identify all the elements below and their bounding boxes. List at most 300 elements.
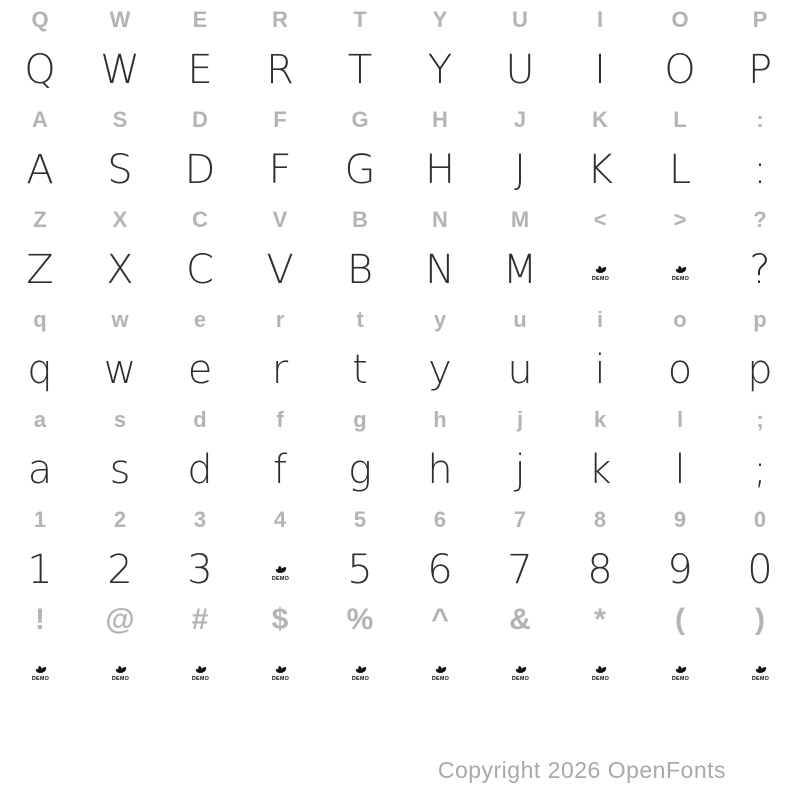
glyph-cell — [400, 545, 480, 595]
glyph-cell — [320, 0, 400, 45]
glyph-char: 8 — [587, 547, 613, 593]
glyph-cell — [0, 345, 80, 395]
glyph-cell — [480, 645, 560, 695]
glyph-cell — [0, 0, 80, 45]
glyph-char: k — [593, 407, 607, 432]
glyph-char: F — [273, 107, 287, 132]
demo-label: DEMO — [671, 275, 689, 281]
glyph-cell — [640, 595, 720, 645]
glyph-cell — [720, 545, 800, 595]
demo-placeholder-glyph — [270, 560, 291, 581]
glyph-char: 3 — [187, 547, 213, 593]
glyph-char: B — [346, 247, 374, 293]
glyph-cell — [640, 0, 720, 45]
glyph-char: y — [428, 347, 452, 393]
glyph-cell — [720, 45, 800, 95]
glyph-char: E — [187, 47, 213, 93]
demo-placeholder-glyph — [750, 660, 771, 681]
glyph-row-small-0 — [0, 0, 800, 45]
glyph-char: w — [111, 307, 129, 332]
glyph-char: M — [510, 207, 530, 232]
glyph-cell — [400, 145, 480, 195]
glyph-char: 7 — [507, 547, 533, 593]
glyph-char: g — [347, 447, 372, 493]
glyph-cell — [80, 45, 160, 95]
glyph-cell — [0, 95, 80, 145]
glyph-cell — [480, 95, 560, 145]
glyph-cell — [480, 595, 560, 645]
glyph-cell — [0, 445, 80, 495]
glyph-cell — [80, 645, 160, 695]
glyph-cell — [720, 95, 800, 145]
glyph-row-large-5 — [0, 245, 800, 295]
glyph-char: A — [26, 147, 54, 193]
glyph-cell — [320, 245, 400, 295]
glyph-cell — [320, 195, 400, 245]
glyph-char: 0 — [753, 507, 767, 532]
glyph-cell — [80, 195, 160, 245]
glyph-char: d — [193, 407, 207, 432]
glyph-row-small-2 — [0, 95, 800, 145]
glyph-cell — [240, 0, 320, 45]
glyph-char: 0 — [747, 547, 773, 593]
glyph-char: k — [588, 447, 612, 493]
glyph-cell — [560, 545, 640, 595]
glyph-char: ! — [35, 603, 45, 636]
glyph-cell — [480, 195, 560, 245]
glyph-cell — [560, 295, 640, 345]
glyph-cell — [480, 145, 560, 195]
glyph-cell — [240, 395, 320, 445]
glyph-cell — [240, 495, 320, 545]
glyph-cell — [320, 645, 400, 695]
demo-fleuron-icon — [270, 560, 291, 581]
glyph-char: % — [346, 603, 374, 636]
glyph-cell — [480, 395, 560, 445]
demo-placeholder-glyph — [350, 660, 371, 681]
glyph-char: O — [664, 47, 696, 93]
glyph-cell — [320, 295, 400, 345]
glyph-char: P — [747, 47, 773, 93]
glyph-cell — [560, 645, 640, 695]
demo-placeholder-glyph — [190, 660, 211, 681]
glyph-char: S — [107, 147, 133, 193]
demo-placeholder-glyph — [590, 660, 611, 681]
glyph-char: 9 — [667, 547, 693, 593]
glyph-cell — [400, 95, 480, 145]
glyph-row-small-10 — [0, 495, 800, 545]
glyph-cell — [640, 345, 720, 395]
glyph-cell — [160, 245, 240, 295]
glyph-char: l — [676, 407, 684, 432]
glyph-char: W — [109, 7, 131, 32]
glyph-cell — [560, 445, 640, 495]
glyph-cell — [480, 295, 560, 345]
demo-fleuron-icon — [670, 660, 691, 681]
demo-label: DEMO — [191, 675, 209, 681]
glyph-char: 5 — [347, 547, 373, 593]
glyph-char: K — [592, 107, 608, 132]
glyph-char: q — [27, 347, 53, 393]
glyph-cell — [400, 345, 480, 395]
glyph-cell — [560, 395, 640, 445]
glyph-cell — [560, 95, 640, 145]
glyph-cell — [480, 345, 560, 395]
glyph-char: ; — [753, 447, 767, 493]
glyph-char: & — [509, 603, 531, 636]
glyph-char: K — [586, 147, 614, 193]
glyph-cell — [400, 295, 480, 345]
glyph-cell — [80, 245, 160, 295]
glyph-char: r — [271, 347, 289, 393]
glyph-row-large-3 — [0, 145, 800, 195]
glyph-char: h — [433, 407, 447, 432]
glyph-cell — [240, 95, 320, 145]
glyph-cell — [560, 0, 640, 45]
glyph-char: R — [266, 47, 294, 93]
glyph-char: i — [594, 347, 606, 393]
glyph-char: D — [192, 107, 208, 132]
glyph-char: o — [673, 307, 687, 332]
demo-placeholder-glyph — [670, 660, 691, 681]
glyph-char: p — [753, 307, 767, 332]
demo-fleuron-icon — [190, 660, 211, 681]
glyph-char: V — [266, 247, 294, 293]
glyph-char: : — [756, 107, 764, 132]
glyph-cell — [240, 345, 320, 395]
glyph-char: N — [425, 247, 455, 293]
glyph-cell — [160, 45, 240, 95]
glyph-cell — [720, 0, 800, 45]
glyph-cell — [720, 395, 800, 445]
glyph-cell — [400, 445, 480, 495]
glyph-cell — [160, 495, 240, 545]
demo-fleuron-icon — [670, 260, 691, 281]
glyph-char: i — [596, 307, 604, 332]
glyph-char: W — [100, 47, 140, 93]
demo-placeholder-glyph — [510, 660, 531, 681]
glyph-cell — [560, 245, 640, 295]
glyph-cell — [480, 545, 560, 595]
glyph-char: J — [514, 147, 526, 193]
glyph-char: L — [668, 147, 692, 193]
glyph-char: C — [186, 247, 214, 293]
demo-label: DEMO — [511, 675, 529, 681]
glyph-cell — [640, 295, 720, 345]
demo-fleuron-icon — [510, 660, 531, 681]
glyph-cell — [320, 145, 400, 195]
demo-label: DEMO — [431, 675, 449, 681]
glyph-cell — [0, 495, 80, 545]
demo-label: DEMO — [351, 675, 369, 681]
glyph-cell — [160, 395, 240, 445]
glyph-char: u — [513, 307, 527, 332]
glyph-cell — [640, 195, 720, 245]
glyph-cell — [320, 595, 400, 645]
glyph-cell — [80, 545, 160, 595]
glyph-cell — [480, 245, 560, 295]
glyph-char: ; — [756, 407, 764, 432]
glyph-cell — [720, 345, 800, 395]
glyph-cell — [160, 645, 240, 695]
glyph-char: 6 — [427, 547, 453, 593]
glyph-char: Z — [26, 247, 54, 293]
demo-label: DEMO — [31, 675, 49, 681]
glyph-cell — [320, 345, 400, 395]
glyph-char: * — [594, 603, 606, 636]
glyph-char: S — [112, 107, 128, 132]
glyph-char: R — [272, 7, 288, 32]
glyph-cell — [320, 545, 400, 595]
glyph-cell — [0, 45, 80, 95]
glyph-char: 6 — [433, 507, 447, 532]
glyph-row-large-1 — [0, 45, 800, 95]
glyph-char: r — [275, 307, 285, 332]
glyph-cell — [160, 145, 240, 195]
glyph-char: t — [356, 307, 364, 332]
demo-label: DEMO — [111, 675, 129, 681]
glyph-char: A — [32, 107, 48, 132]
glyph-char: ? — [749, 247, 771, 293]
glyph-char: d — [187, 447, 213, 493]
glyph-char: G — [344, 147, 376, 193]
demo-placeholder-glyph — [670, 260, 691, 281]
glyph-cell — [640, 395, 720, 445]
glyph-cell — [640, 495, 720, 545]
glyph-char: a — [33, 407, 47, 432]
glyph-cell — [720, 245, 800, 295]
glyph-cell — [240, 545, 320, 595]
glyph-char: ^ — [431, 603, 449, 636]
glyph-char: e — [193, 307, 207, 332]
glyph-cell — [80, 145, 160, 195]
demo-fleuron-icon — [110, 660, 131, 681]
demo-label: DEMO — [591, 675, 609, 681]
glyph-row-small-4 — [0, 195, 800, 245]
glyph-cell — [720, 195, 800, 245]
glyph-row-large-7 — [0, 345, 800, 395]
glyph-char: T — [347, 47, 373, 93]
glyph-char: C — [192, 207, 208, 232]
glyph-cell — [640, 145, 720, 195]
glyph-cell — [240, 595, 320, 645]
glyph-cell — [80, 95, 160, 145]
glyph-cell — [480, 45, 560, 95]
demo-fleuron-icon — [430, 660, 451, 681]
glyph-cell — [400, 0, 480, 45]
glyph-char: Q — [31, 7, 49, 32]
glyph-char: Y — [427, 47, 453, 93]
glyph-cell — [320, 95, 400, 145]
glyph-cell — [400, 645, 480, 695]
glyph-cell — [0, 645, 80, 695]
glyph-cell — [240, 45, 320, 95]
demo-label: DEMO — [671, 675, 689, 681]
glyph-char: > — [673, 207, 687, 232]
glyph-char: a — [27, 447, 53, 493]
glyph-row-large-11 — [0, 545, 800, 595]
glyph-char: t — [352, 347, 368, 393]
glyph-cell — [160, 0, 240, 45]
glyph-cell — [400, 495, 480, 545]
glyph-cell — [240, 195, 320, 245]
glyph-char: E — [192, 7, 208, 32]
glyph-char: Y — [432, 7, 448, 32]
glyph-char: 1 — [33, 507, 47, 532]
glyph-char: F — [268, 147, 292, 193]
glyph-char: 2 — [113, 507, 127, 532]
glyph-cell — [240, 295, 320, 345]
glyph-cell — [720, 145, 800, 195]
glyph-char: Z — [33, 207, 47, 232]
glyph-cell — [160, 345, 240, 395]
glyph-cell — [480, 495, 560, 545]
glyph-cell — [80, 395, 160, 445]
demo-placeholder-glyph — [270, 660, 291, 681]
glyph-char: 5 — [353, 507, 367, 532]
glyph-char: J — [513, 107, 527, 132]
glyph-char: V — [272, 207, 288, 232]
glyph-char: 7 — [513, 507, 527, 532]
glyph-char: e — [187, 347, 213, 393]
glyph-cell — [640, 445, 720, 495]
glyph-cell — [640, 95, 720, 145]
glyph-char: 3 — [193, 507, 207, 532]
glyph-row-large-9 — [0, 445, 800, 495]
glyph-cell — [720, 295, 800, 345]
glyph-char: ( — [675, 603, 685, 636]
demo-fleuron-icon — [30, 660, 51, 681]
glyph-char: I — [596, 7, 604, 32]
glyph-row-demo-13 — [0, 645, 800, 695]
glyph-char: I — [594, 47, 606, 93]
glyph-char: o — [667, 347, 693, 393]
glyph-cell — [80, 495, 160, 545]
glyph-char: 1 — [27, 547, 53, 593]
glyph-cell — [400, 245, 480, 295]
glyph-char: < — [593, 207, 607, 232]
demo-placeholder-glyph — [590, 260, 611, 281]
glyph-char: D — [184, 147, 216, 193]
glyph-char: O — [671, 7, 689, 32]
glyph-char: T — [353, 7, 367, 32]
glyph-char: ? — [753, 207, 767, 232]
glyph-cell — [640, 45, 720, 95]
glyph-cell — [320, 495, 400, 545]
glyph-cell — [400, 595, 480, 645]
glyph-cell — [160, 195, 240, 245]
glyph-cell — [80, 0, 160, 45]
glyph-cell — [80, 345, 160, 395]
glyph-char: 2 — [107, 547, 133, 593]
glyph-cell — [320, 395, 400, 445]
glyph-char: j — [516, 407, 524, 432]
glyph-cell — [560, 595, 640, 645]
glyph-char: U — [512, 7, 528, 32]
glyph-char: M — [502, 247, 538, 293]
copyright-text: Copyright 2026 OpenFonts — [437, 757, 726, 783]
glyph-cell — [400, 195, 480, 245]
glyph-char: L — [673, 107, 687, 132]
glyph-cell — [560, 145, 640, 195]
glyph-cell — [160, 595, 240, 645]
glyph-char: y — [433, 307, 447, 332]
glyph-char: P — [752, 7, 768, 32]
glyph-char: X — [106, 247, 134, 293]
glyph-cell — [80, 595, 160, 645]
glyph-cell — [240, 645, 320, 695]
glyph-char: h — [427, 447, 453, 493]
glyph-cell — [0, 145, 80, 195]
glyph-cell — [160, 445, 240, 495]
glyph-char: B — [352, 207, 368, 232]
glyph-cell — [720, 445, 800, 495]
glyph-cell — [80, 445, 160, 495]
glyph-char: G — [351, 107, 369, 132]
glyph-cell — [0, 545, 80, 595]
glyph-cell — [80, 295, 160, 345]
glyph-cell — [560, 195, 640, 245]
glyph-cell — [320, 445, 400, 495]
glyph-char: H — [432, 107, 448, 132]
glyph-char: p — [747, 347, 773, 393]
glyph-char: s — [113, 407, 127, 432]
demo-label: DEMO — [751, 675, 769, 681]
glyph-char: 8 — [593, 507, 607, 532]
glyph-char: s — [109, 447, 131, 493]
glyph-char: g — [353, 407, 367, 432]
glyph-cell — [480, 0, 560, 45]
glyph-char: Q — [24, 47, 56, 93]
demo-placeholder-glyph — [430, 660, 451, 681]
glyph-char: f — [272, 447, 288, 493]
glyph-row-small-8 — [0, 395, 800, 445]
glyph-cell — [640, 245, 720, 295]
glyph-char: u — [507, 347, 533, 393]
glyph-cell — [0, 245, 80, 295]
glyph-char: 4 — [273, 507, 287, 532]
glyph-cell — [320, 45, 400, 95]
glyph-row-small-6 — [0, 295, 800, 345]
glyph-cell — [240, 145, 320, 195]
glyph-cell — [0, 395, 80, 445]
glyph-cell — [0, 295, 80, 345]
glyph-char: X — [112, 207, 128, 232]
glyph-char: 9 — [673, 507, 687, 532]
glyph-cell — [0, 195, 80, 245]
demo-label: DEMO — [271, 575, 289, 581]
glyph-cell — [400, 45, 480, 95]
demo-placeholder-glyph — [30, 660, 51, 681]
glyph-row-symbols-12 — [0, 595, 800, 645]
glyph-char: w — [103, 347, 137, 393]
glyph-char: l — [674, 447, 686, 493]
glyph-char: ) — [755, 603, 765, 636]
glyph-cell — [560, 345, 640, 395]
demo-fleuron-icon — [270, 660, 291, 681]
glyph-cell — [560, 495, 640, 545]
demo-placeholder-glyph — [110, 660, 131, 681]
glyph-cell — [240, 245, 320, 295]
glyph-char: U — [505, 47, 535, 93]
glyph-cell — [640, 545, 720, 595]
glyph-char: : — [753, 147, 767, 193]
glyph-char: f — [276, 407, 284, 432]
glyph-cell — [560, 45, 640, 95]
glyph-cell — [480, 445, 560, 495]
demo-label: DEMO — [271, 675, 289, 681]
glyph-cell — [240, 445, 320, 495]
